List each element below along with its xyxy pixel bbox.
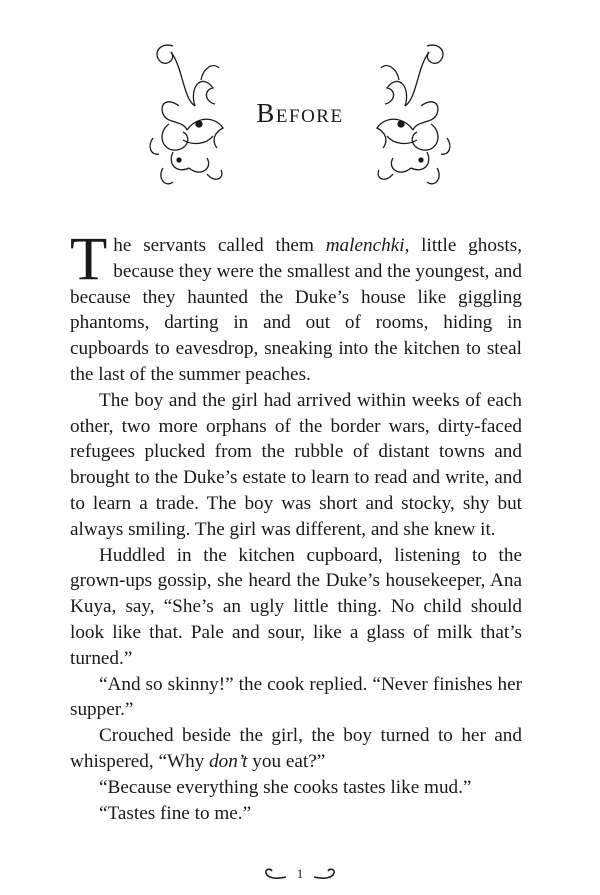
body-text [70,226,523,826]
paragraph-4: “And so skinny!” the cook replied. “Never finishes her supper.” [70,673,522,721]
floral-ornament-icon-right [362,28,457,198]
paragraph-3: Huddled in the kitchen cupboard, listening to the grown-ups gossip, she heard the Duke’s housekeeper, Ana Kuya, say, “She’s an ugly little thing. No child should look like that. Pale and sour, like a glass of milk that’s turned.” [70,544,522,669]
paragraph-1-emphasis: malenchki [325,235,405,256]
floral-ornament-icon-left [143,28,238,198]
paragraph-6: “Because everything she cooks tastes like mud.” [99,776,472,798]
chapter-title: Before [256,98,344,128]
paragraph-5 [70,723,522,775]
paragraph-1 [70,226,523,388]
folio-left-flourish-icon [262,867,288,881]
paragraph-5-text-b: you eat?” [247,750,326,772]
paragraph-5-text-a: Crouched beside the girl, the boy turned to her and whispered, “Why [70,725,522,772]
paragraph-1-text-a: he servants called them [113,235,326,256]
page-folio [0,866,600,882]
folio-right-flourish-icon [312,867,338,881]
paragraph-2: The boy and the girl had arrived within weeks of each other, two more orphans of the border wars, dirty-faced refugees plucked from the rubble of distant towns and brought to the Duke’s estate to learn to read and write, and to learn a trade. The boy was short and stocky, shy but always smiling. The girl was different, and she knew it. [70,389,522,540]
paragraph-5-emphasis: don’t [209,750,248,772]
page-number: 1 [296,866,304,882]
paragraph-7: “Tastes fine to me.” [99,802,252,824]
drop-cap: T [70,226,108,293]
paragraph-1-text-b: , little ghosts, because they were the smallest and the youngest, and because they haunted the Duke’s house like giggling phantoms, darting in and out of rooms, hiding in cupboards to eavesdrop, sneaking into the kitchen to steal the last of the summer peaches. [70,235,523,385]
